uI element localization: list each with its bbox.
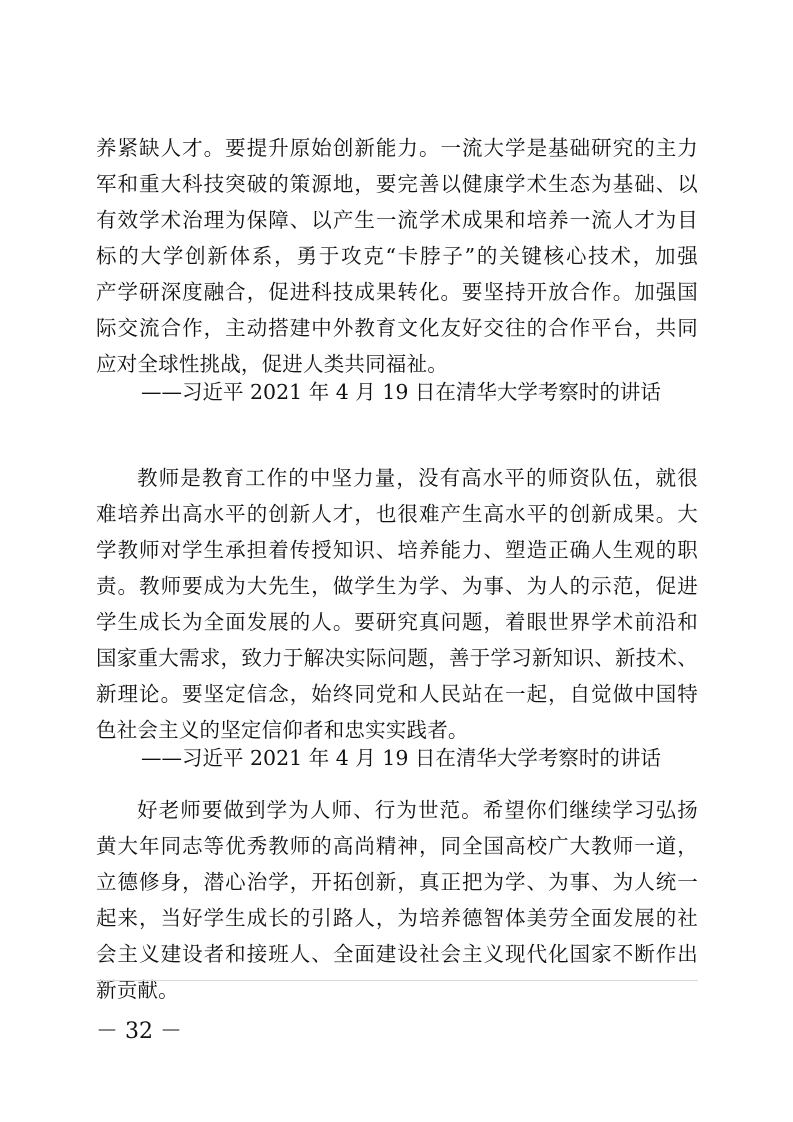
text-line: 黄大年同志等优秀教师的高尚精神，同全国高校广大教师一道， xyxy=(96,834,698,858)
paragraph-3 xyxy=(96,792,698,1008)
text-line: 军和重大科技突破的策源地，要完善以健康学术生态为基础、以 xyxy=(96,172,698,196)
text-line: 难培养出高水平的创新人才，也很难产生高水平的创新成果。大 xyxy=(96,502,698,526)
text-line: 起来，当好学生成长的引路人，为培养德智体美劳全面发展的社 xyxy=(96,906,698,930)
text-line: 立德修身，潜心治学，开拓创新，真正把为学、为事、为人统一 xyxy=(96,870,698,894)
text-line: 好老师要做到学为人师、行为世范。希望你们继续学习弘扬 xyxy=(137,798,698,822)
text-line: 有效学术治理为保障、以产生一流学术成果和培养一流人才为目 xyxy=(96,208,698,232)
text-line: 际交流合作，主动搭建中外教育文化友好交往的合作平台，共同 xyxy=(96,316,698,340)
text-line: 产学研深度融合，促进科技成果转化。要坚持开放合作。加强国 xyxy=(96,280,698,304)
text-line: 应对全球性挑战，促进人类共同福祉。 xyxy=(96,352,448,376)
text-line: 责。教师要成为大先生，做学生为学、为事、为人的示范，促进 xyxy=(96,574,698,598)
text-line: 新贡献。 xyxy=(96,978,179,1002)
paragraph-1 xyxy=(96,130,698,382)
text-line: 学生成长为全面发展的人。要研究真问题，着眼世界学术前沿和 xyxy=(96,610,698,634)
text-line: 教师是教育工作的中坚力量，没有高水平的师资队伍，就很 xyxy=(137,466,698,490)
quote-attribution: ——习近平 2021 年 4 月 19 日在清华大学考察时的讲话 xyxy=(141,746,661,770)
paragraph-2 xyxy=(96,460,698,748)
text-line: 学教师对学生承担着传授知识、培养能力、塑造正确人生观的职 xyxy=(96,538,698,562)
footer-divider xyxy=(96,980,698,981)
quote-attribution: ——习近平 2021 年 4 月 19 日在清华大学考察时的讲话 xyxy=(141,380,661,404)
text-line: 养紧缺人才。要提升原始创新能力。一流大学是基础研究的主力 xyxy=(96,136,698,160)
text-line: 会主义建设者和接班人、全面建设社会主义现代化国家不断作出 xyxy=(96,942,698,966)
text-line: 国家重大需求，致力于解决实际问题，善于学习新知识、新技术、 xyxy=(96,646,698,670)
text-line: 色社会主义的坚定信仰者和忠实实践者。 xyxy=(96,718,469,742)
page-number: － 32 － xyxy=(96,1019,182,1044)
text-line: 新理论。要坚定信念，始终同党和人民站在一起，自觉做中国特 xyxy=(96,682,698,706)
text-line: 标的大学创新体系，勇于攻克“卡脖子”的关键核心技术，加强 xyxy=(96,244,698,268)
